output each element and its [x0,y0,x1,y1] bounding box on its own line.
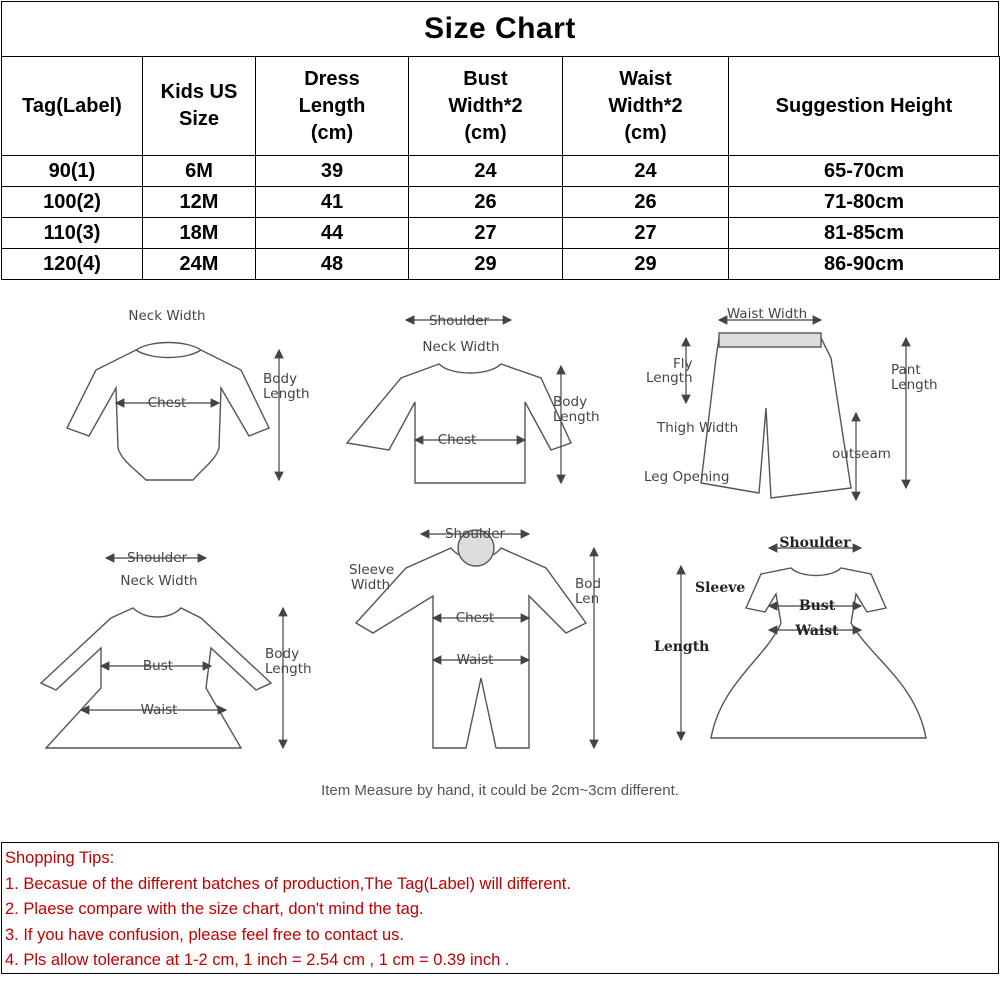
label-bust: Bust [142,658,174,674]
label-body: Body [265,646,300,662]
label-sleeve-width: Width [351,577,391,593]
table-row [2,156,1000,187]
label-length: Length [265,661,312,677]
shopping-tips [1,842,999,974]
label-waist: Waist [456,652,494,668]
cell-tag: 100(2) [2,187,143,218]
label-waist-width: Waist Width [726,306,808,322]
cell-waist-width: 24 [563,156,729,187]
label-pant-length: Length [891,377,938,393]
cell-bust-width: 27 [409,218,563,249]
cell-kids-us-size: 12M [143,187,256,218]
tip-item: 2. Plaese compare with the size chart, don't mind the tag. [5,900,424,918]
label-neck-width: Neck Width [128,308,206,324]
label-sleeve: Sleeve [349,562,395,578]
cell-dress-length: 41 [256,187,409,218]
cell-tag: 110(3) [2,218,143,249]
label-waist: Waist [140,702,178,718]
label-length: Len [575,591,600,607]
cell-bust-width: 29 [409,249,563,280]
measurement-diagram [1,278,999,842]
label-chest: Chest [147,395,187,411]
cell-kids-us-size: 6M [143,156,256,187]
header-suggestion-height: Suggestion Height [729,57,1000,156]
cell-suggestion-height: 81-85cm [729,218,1000,249]
cell-suggestion-height: 65-70cm [729,156,1000,187]
tip-item: 3. If you have confusion, please feel free to contact us. [5,925,404,944]
label-shoulder: Shoulder [126,550,188,566]
cell-tag: 90(1) [2,156,143,187]
cell-suggestion-height: 86-90cm [729,249,1000,280]
label-chest: Chest [455,610,495,626]
table-row [2,249,1000,280]
measurement-illustrations [1,278,999,842]
cell-tag: 120(4) [2,249,143,280]
cell-kids-us-size: 18M [143,218,256,249]
label-neck-width: Neck Width [120,573,198,589]
label-waist: Waist [795,623,839,639]
label-thigh-width: Thigh Width [657,420,739,436]
label-outseam: outseam [832,446,891,462]
header-dress-length: Dress Length (cm) [256,57,409,156]
tip-item: 4. Pls allow tolerance at 1-2 cm, 1 inch = 2.54 cm , 1 cm = 0.39 inch . [5,951,510,969]
cell-bust-width: 24 [409,156,563,187]
bodysuit-outline [67,350,269,480]
cell-dress-length: 39 [256,156,409,187]
size-table [1,56,1000,280]
cell-waist-width: 26 [563,187,729,218]
header-row [2,57,1000,156]
label-shoulder: Shoulder [444,526,506,542]
label-body: Body [553,394,588,410]
cell-waist-width: 29 [563,249,729,280]
label-body: Bod [575,576,602,592]
label-length: Length [654,639,710,655]
cell-waist-width: 27 [563,218,729,249]
header-tag: Tag(Label) [2,57,143,156]
label-length: Length [553,409,600,425]
label-shoulder: Shoulder [428,313,490,329]
label-chest: Chest [437,432,477,448]
cell-bust-width: 26 [409,187,563,218]
label-shoulder: Shoulder [779,535,851,551]
label-length: Length [263,386,310,402]
cell-dress-length: 44 [256,218,409,249]
label-sleeve: Sleeve [695,580,746,596]
label-neck-width: Neck Width [422,339,500,355]
header-kids-us-size: Kids US Size [143,57,256,156]
label-pant: Pant [891,362,921,378]
tips-heading: Shopping Tips: [5,849,115,867]
label-leg-opening: Leg Opening [644,469,730,485]
label-body: Body [263,371,298,387]
table-row [2,218,1000,249]
label-bust: Bust [798,598,836,614]
header-waist-width: Waist Width*2 (cm) [563,57,729,156]
label-fly-length: Length [646,370,693,386]
cell-kids-us-size: 24M [143,249,256,280]
label-fly: Fly [673,356,693,372]
cell-dress-length: 48 [256,249,409,280]
header-bust-width: Bust Width*2 (cm) [409,57,563,156]
cell-suggestion-height: 71-80cm [729,187,1000,218]
table-row [2,187,1000,218]
tip-item: 1. Becasue of the different batches of production,The Tag(Label) will different. [5,874,571,893]
title-bar [1,1,999,56]
romper-outline [356,548,586,748]
dress1-outline [41,608,271,748]
page-title: Size Chart [424,12,576,45]
measurement-note: Item Measure by hand, it could be 2cm~3cm different. [321,782,679,799]
top-outline [347,364,571,483]
